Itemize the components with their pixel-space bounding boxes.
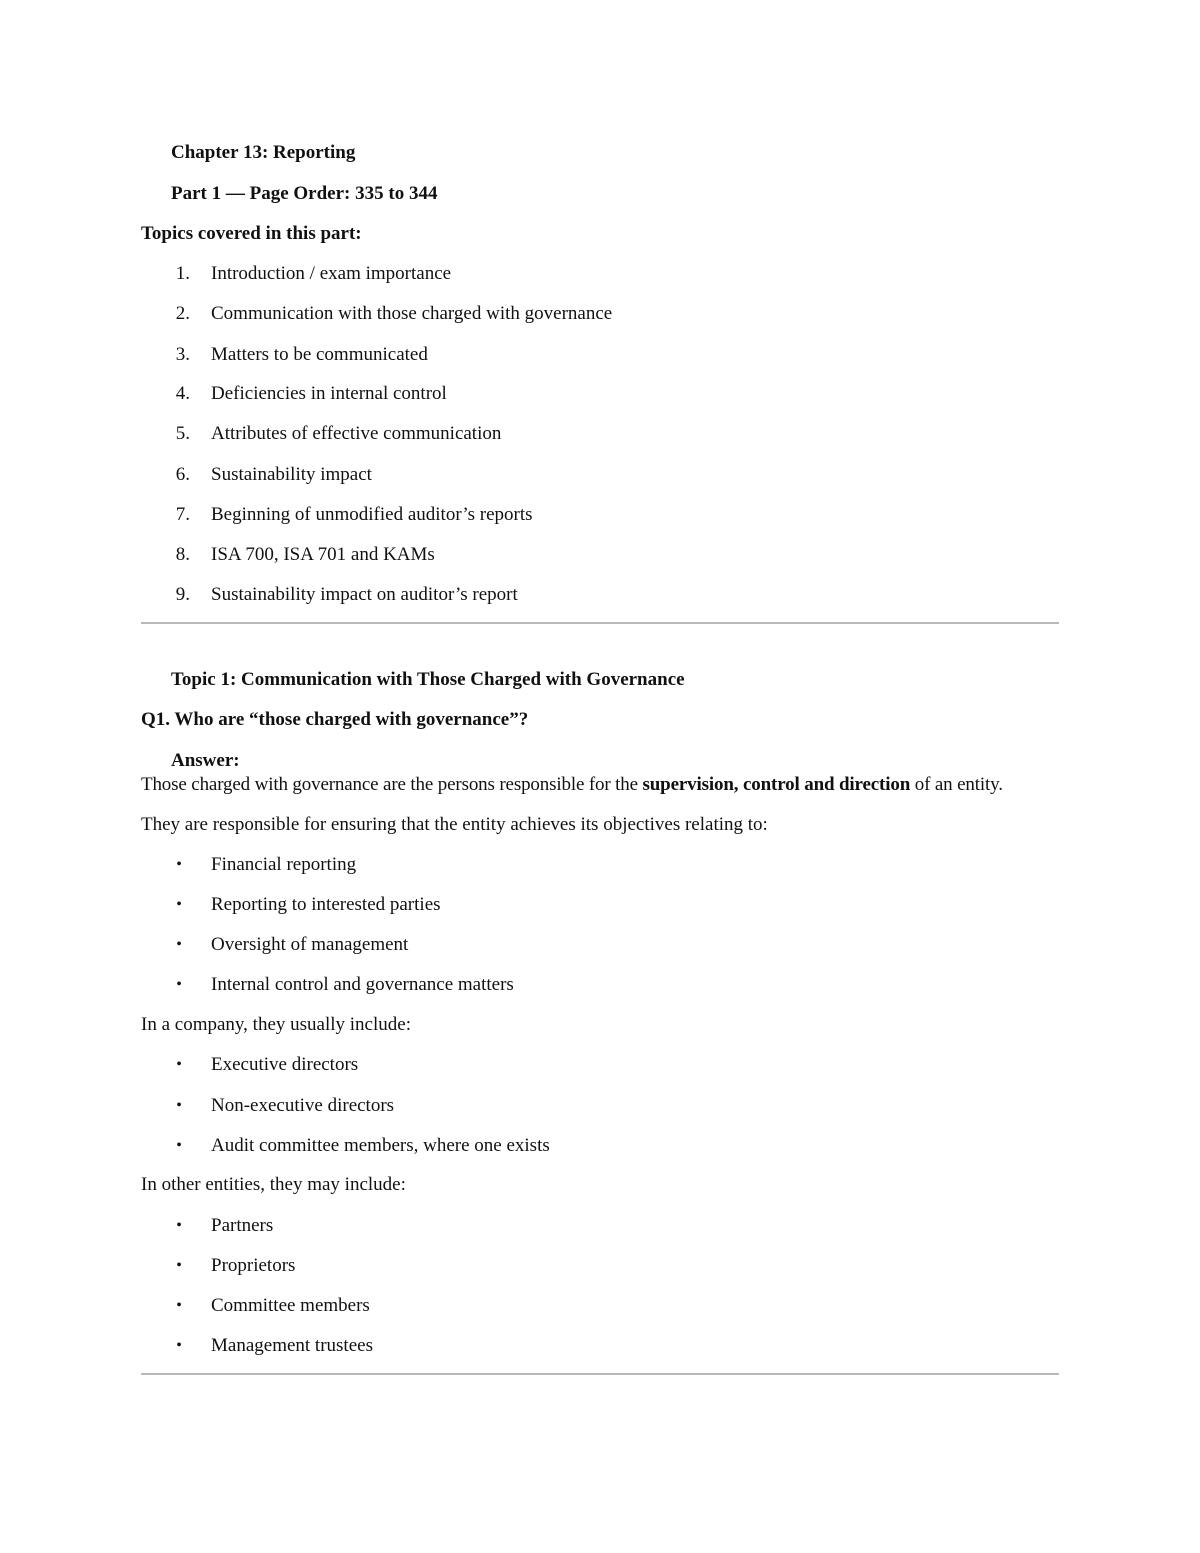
- list-number: 7.: [175, 504, 190, 525]
- list-number: 6.: [175, 464, 190, 485]
- list-number: 4.: [175, 383, 190, 404]
- list-item-label: Deficiencies in internal control: [211, 383, 447, 404]
- list-item-label: Reporting to interested parties: [211, 894, 441, 915]
- list-item-label: Partners: [211, 1215, 274, 1236]
- question-heading: Q1. Who are “those charged with governance”?: [141, 709, 529, 730]
- bullet-icon: •: [176, 1056, 182, 1073]
- bullet-icon: •: [176, 976, 182, 993]
- bullet-icon: •: [176, 1137, 182, 1154]
- list-number: 2.: [175, 303, 190, 324]
- topics-heading: Topics covered in this part:: [141, 223, 362, 244]
- list-item-label: Oversight of management: [211, 934, 409, 955]
- list-item-label: Committee members: [211, 1295, 370, 1316]
- list-item-label: Sustainability impact: [211, 464, 372, 485]
- horizontal-rule: [141, 622, 1059, 624]
- list-number: 5.: [175, 423, 190, 444]
- list-item-label: Internal control and governance matters: [211, 974, 514, 995]
- other-entities-intro: In other entities, they may include:: [141, 1174, 406, 1195]
- bullet-icon: •: [176, 1097, 182, 1114]
- definition-paragraph: [141, 773, 1003, 797]
- list-number: 9.: [175, 584, 190, 605]
- topic-heading: Topic 1: Communication with Those Charged with Governance: [171, 669, 685, 690]
- list-item-label: ISA 700, ISA 701 and KAMs: [211, 544, 435, 565]
- list-item-label: Matters to be communicated: [211, 344, 428, 365]
- definition-emphasis: supervision, control and direction: [642, 774, 911, 795]
- part-title: Part 1 — Page Order: 335 to 344: [171, 183, 438, 204]
- answer-label: Answer:: [171, 750, 240, 771]
- bullet-icon: •: [176, 1217, 182, 1234]
- bullet-icon: •: [176, 1257, 182, 1274]
- list-number: 8.: [175, 544, 190, 565]
- list-item-label: Introduction / exam importance: [211, 263, 452, 284]
- bullet-icon: •: [176, 896, 182, 913]
- list-number: 3.: [175, 344, 190, 365]
- list-item-label: Non-executive directors: [211, 1095, 395, 1116]
- bullet-icon: •: [176, 856, 182, 873]
- list-item-label: Audit committee members, where one exists: [211, 1135, 550, 1156]
- list-item-label: Management trustees: [211, 1335, 373, 1356]
- definition-text: of an entity.: [910, 774, 1003, 795]
- horizontal-rule: [141, 1373, 1059, 1375]
- list-item-label: Beginning of unmodified auditor’s reports: [211, 504, 533, 525]
- chapter-title: Chapter 13: Reporting: [171, 142, 356, 163]
- list-item-label: Financial reporting: [211, 854, 357, 875]
- list-item-label: Executive directors: [211, 1054, 359, 1075]
- company-intro: In a company, they usually include:: [141, 1014, 411, 1035]
- list-item-label: Proprietors: [211, 1255, 296, 1276]
- list-item-label: Sustainability impact on auditor’s report: [211, 584, 518, 605]
- objectives-intro: They are responsible for ensuring that the entity achieves its objectives relating to:: [141, 814, 768, 835]
- list-item-label: Communication with those charged with governance: [211, 303, 613, 324]
- list-item-label: Attributes of effective communication: [211, 423, 502, 444]
- definition-text: Those charged with governance are the persons responsible for the: [141, 774, 643, 795]
- bullet-icon: •: [176, 936, 182, 953]
- list-number: 1.: [175, 263, 190, 284]
- bullet-icon: •: [176, 1337, 182, 1354]
- bullet-icon: •: [176, 1297, 182, 1314]
